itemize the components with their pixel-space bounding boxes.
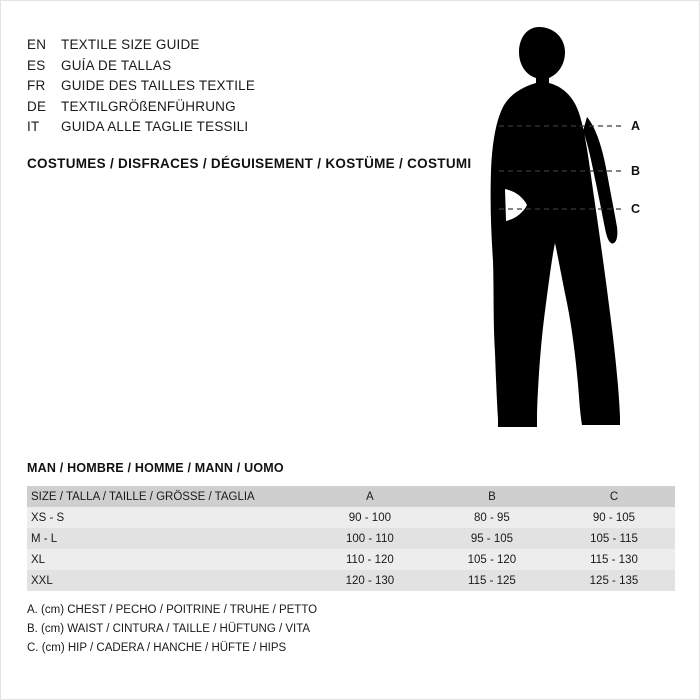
language-code: EN (27, 37, 47, 52)
cell-b: 115 - 125 (468, 574, 516, 587)
size-table-head (27, 486, 675, 507)
cell-a: 90 - 100 (348, 511, 391, 524)
cell-size: M - L (31, 532, 58, 545)
table-row (27, 507, 675, 528)
language-text: GUIDA ALLE TAGLIE TESSILI (61, 119, 249, 134)
cell-c: 105 - 115 (590, 532, 638, 545)
language-text: GUÍA DE TALLAS (61, 57, 172, 73)
language-code: IT (27, 119, 40, 134)
size-table (27, 486, 675, 591)
measure-letter-b: B (631, 164, 641, 178)
language-text: TEXTILE SIZE GUIDE (61, 37, 200, 52)
table-row (27, 570, 675, 591)
measurement-legend (27, 601, 317, 658)
column-header-size: SIZE / TALLA / TAILLE / GRÖSSE / TAGLIA (31, 490, 255, 503)
cell-b: 95 - 105 (470, 532, 514, 545)
column-header-b: B (488, 490, 496, 503)
cell-size: XL (31, 553, 46, 566)
legend-line-a: A. (cm) CHEST / PECHO / POITRINE / TRUHE / PETTO (27, 604, 318, 616)
cell-b: 105 - 120 (467, 553, 517, 566)
table-row (27, 528, 675, 549)
cell-size: XS - S (31, 511, 65, 524)
size-table-body (27, 507, 675, 591)
language-row (27, 117, 457, 138)
cell-c: 125 - 135 (589, 574, 639, 587)
language-code: FR (27, 78, 46, 93)
cell-b: 80 - 95 (474, 511, 510, 524)
cell-c: 115 - 130 (590, 553, 638, 566)
language-list (27, 35, 457, 138)
language-text: TEXTILGRÖßENFÜHRUNG (61, 98, 236, 114)
language-code: DE (27, 98, 47, 114)
body-silhouette (471, 21, 686, 441)
measure-letter-c: C (631, 202, 641, 216)
cell-size: XXL (31, 574, 53, 587)
cell-a: 100 - 110 (346, 532, 394, 545)
language-text: GUIDE DES TAILLES TEXTILE (61, 78, 256, 93)
language-row (27, 76, 457, 97)
language-row (27, 97, 457, 118)
measure-letter-a: A (631, 119, 641, 133)
cell-a: 110 - 120 (346, 553, 394, 566)
language-row (27, 35, 457, 56)
category-line: COSTUMES / DISFRACES / DÉGUISEMENT / KOSTÜME / COSTUMI (27, 156, 472, 171)
legend-line-b: B. (cm) WAIST / CINTURA / TAILLE / HÜFTUNG / VITA (27, 623, 311, 635)
table-title: MAN / HOMBRE / HOMME / MANN / UOMO (27, 461, 284, 475)
cell-a: 120 - 130 (345, 574, 395, 587)
table-header-row (27, 486, 675, 507)
language-code: ES (27, 57, 46, 73)
legend-line-c: C. (cm) HIP / CADERA / HANCHE / HÜFTE / HIPS (27, 642, 287, 654)
cell-c: 90 - 105 (592, 511, 636, 524)
column-header-c: C (609, 490, 619, 503)
column-header-a: A (366, 490, 374, 503)
language-row (27, 56, 457, 77)
table-row (27, 549, 675, 570)
